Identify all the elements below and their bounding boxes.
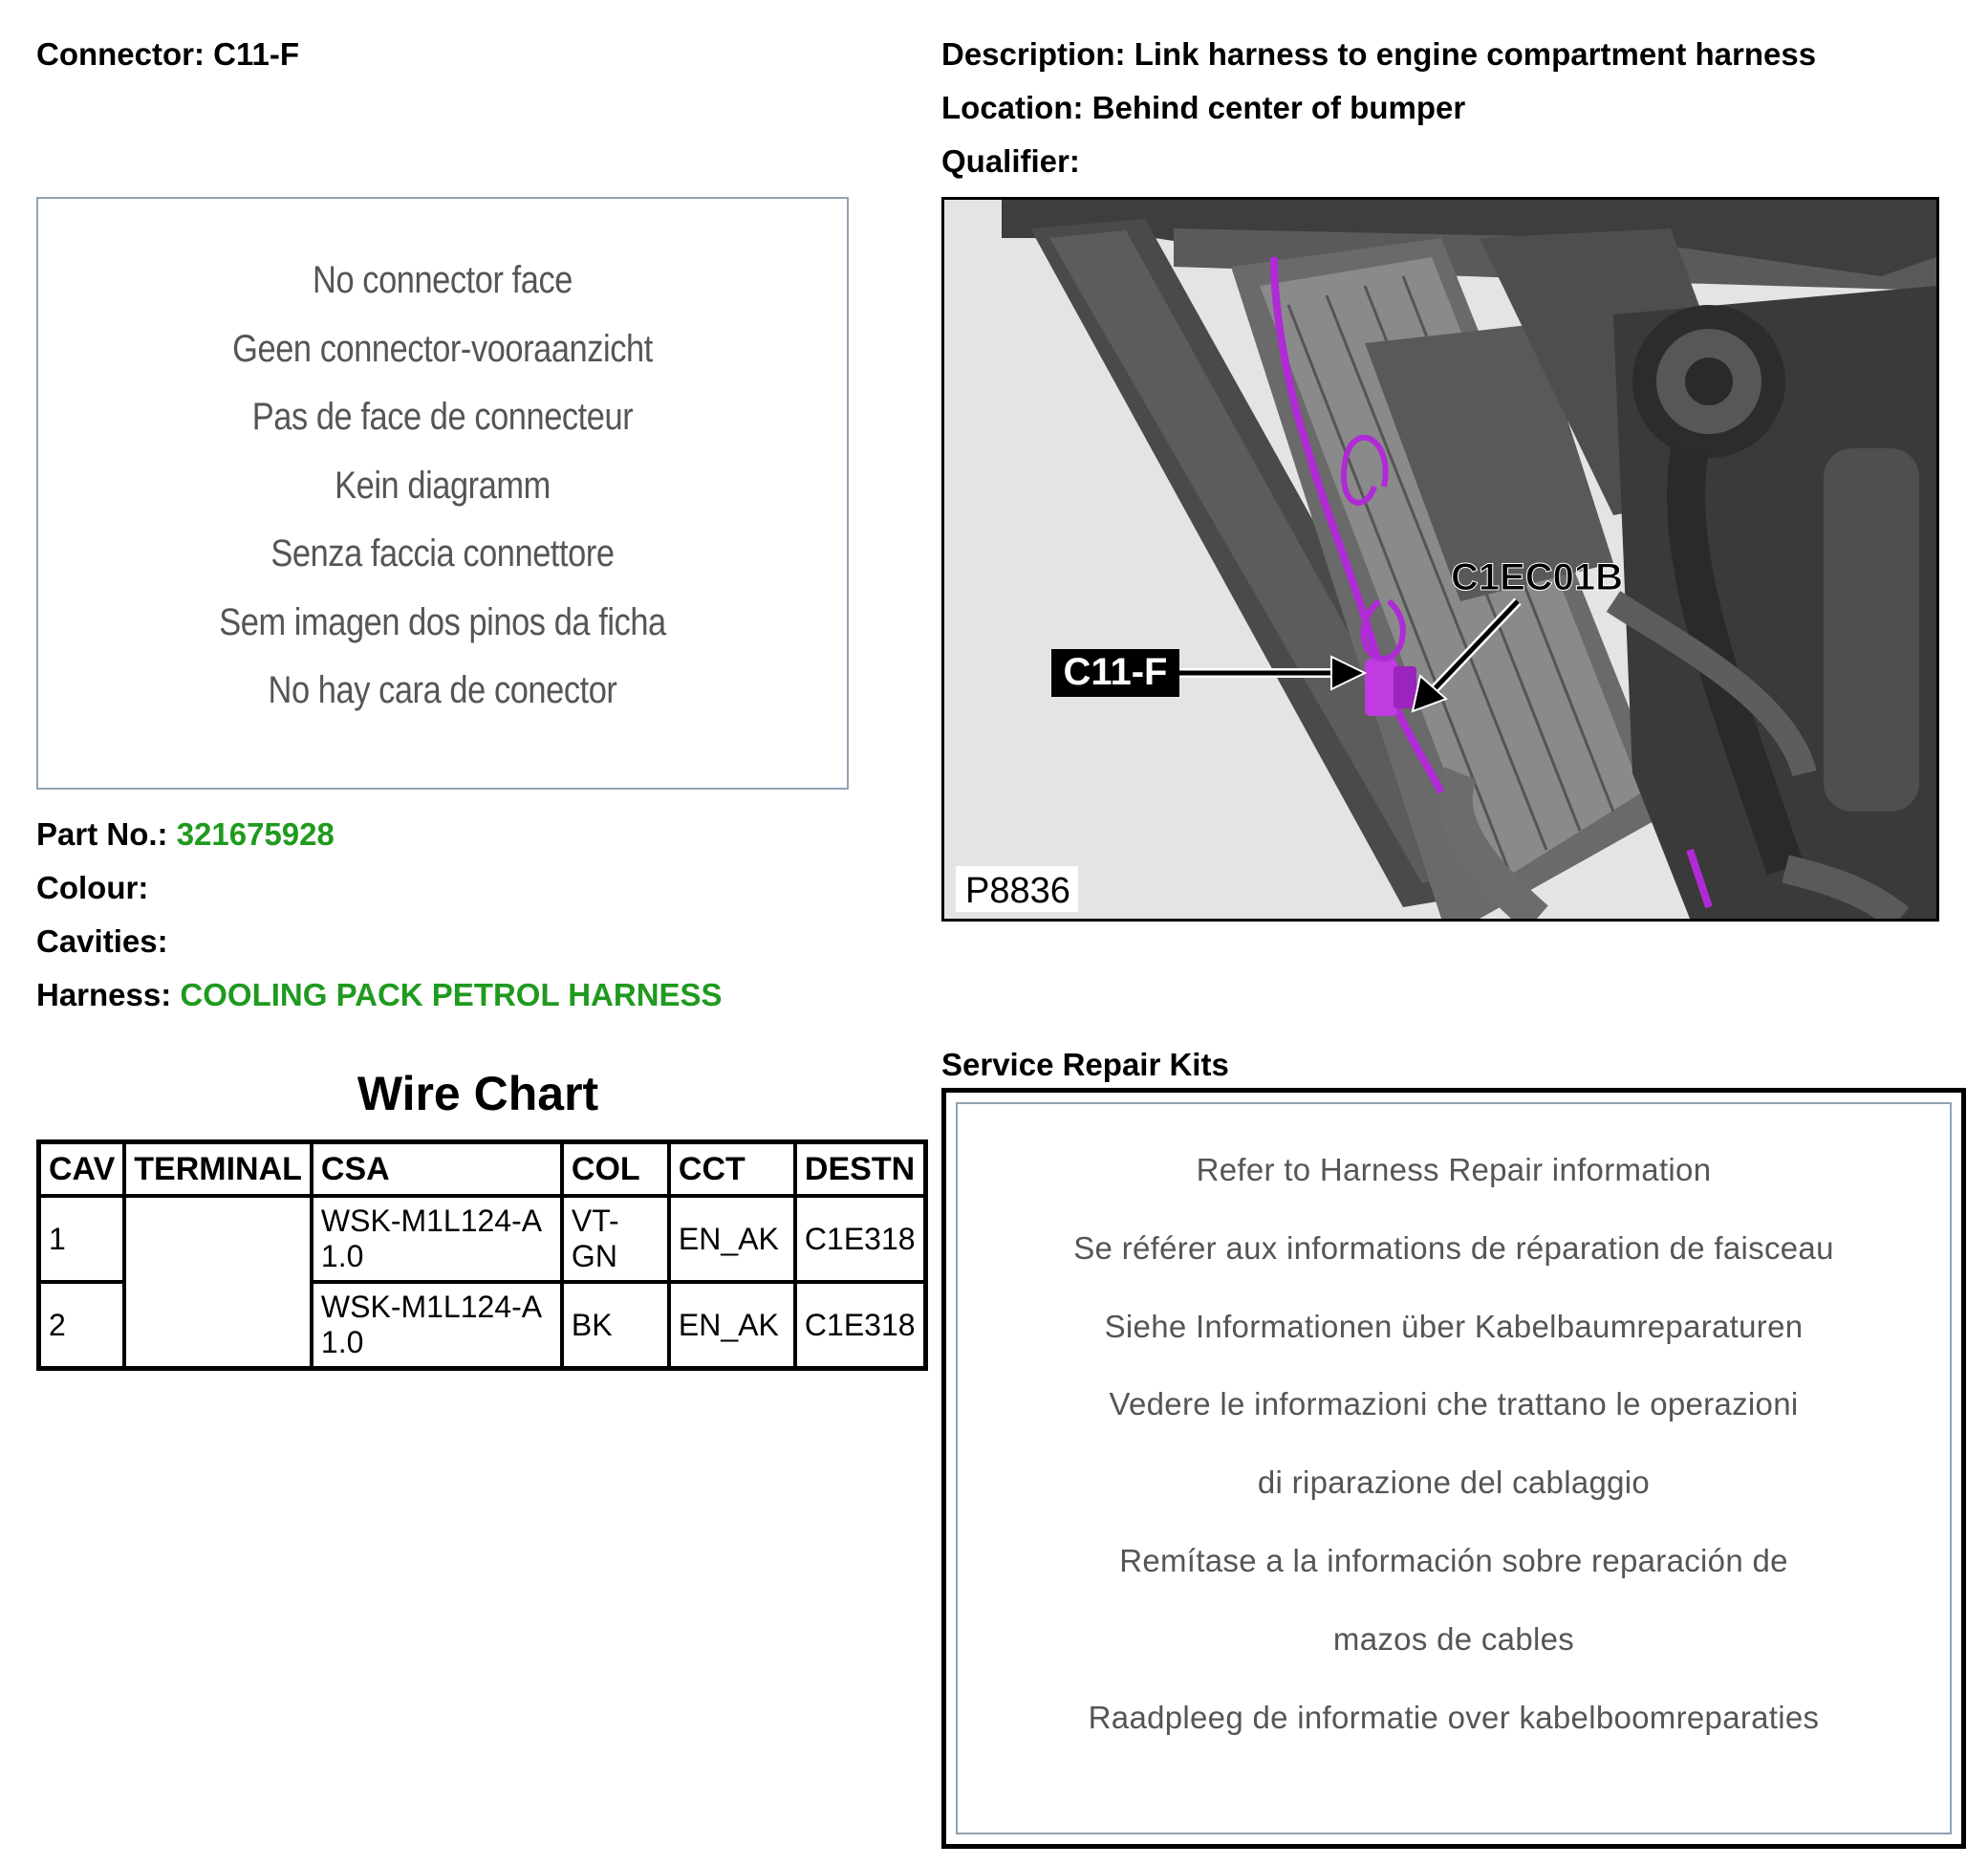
colour-label: Colour:	[36, 870, 149, 905]
connector-value: C11-F	[213, 36, 300, 72]
repair-kit-line: Raadpleeg de informatie over kabelboomreparaties	[1088, 1699, 1820, 1735]
description-label: Description:	[941, 36, 1126, 72]
col-line: VT-	[571, 1204, 619, 1238]
cavities-field	[36, 923, 168, 960]
col-line: BK	[571, 1307, 613, 1342]
cavities-label: Cavities:	[36, 923, 168, 959]
no-face-line: Senza faccia connettore	[270, 532, 615, 575]
cell-col	[562, 1282, 669, 1369]
no-face-line: Pas de face de connecteur	[251, 396, 634, 438]
location-field	[941, 90, 1465, 126]
csa-size: 1.0	[320, 1325, 364, 1359]
part-number-label: Part No.:	[36, 816, 168, 852]
repair-kit-line: mazos de cables	[1332, 1620, 1575, 1657]
no-face-line: No connector face	[313, 259, 573, 301]
wire-chart-table	[36, 1139, 928, 1371]
no-face-line: Kein diagramm	[335, 464, 551, 507]
cell-cct: EN_AK	[669, 1196, 795, 1282]
repair-kits-panel	[941, 1088, 1966, 1849]
connector-field	[36, 36, 299, 73]
qualifier-field	[941, 143, 1080, 180]
table-header-row	[39, 1142, 926, 1197]
repair-kit-line: di riparazione del cablaggio	[1257, 1465, 1651, 1501]
cell-cav: 2	[39, 1282, 125, 1369]
connector-location-image	[941, 197, 1939, 922]
repair-kit-line: Refer to Harness Repair information	[1196, 1152, 1712, 1187]
column-header-cct: CCT	[669, 1142, 795, 1197]
harness-field	[36, 977, 723, 1013]
cell-destn: C1E318	[795, 1196, 926, 1282]
harness-link[interactable]: COOLING PACK PETROL HARNESS	[180, 977, 723, 1012]
cell-csa	[312, 1196, 562, 1282]
image-id-label: P8836	[965, 871, 1070, 911]
callout-c11f: C11-F	[1063, 651, 1168, 693]
location-label: Location:	[941, 90, 1084, 125]
repair-kit-line: Remítase a la información sobre reparación de	[1119, 1542, 1788, 1578]
connector-label: Connector:	[36, 36, 205, 72]
repair-kit-line: Se référer aux informations de réparation de faisceau	[1073, 1229, 1834, 1266]
column-header-cav: CAV	[39, 1142, 125, 1197]
location-value: Behind center of bumper	[1091, 90, 1466, 125]
csa-spec: WSK-M1L124-A	[320, 1204, 543, 1238]
column-header-csa: CSA	[312, 1142, 562, 1197]
no-face-line: Geen connector-vooraanzicht	[232, 327, 653, 370]
cell-destn: C1E318	[795, 1282, 926, 1369]
repair-kits-inner-frame	[956, 1102, 1952, 1834]
cell-cct: EN_AK	[669, 1282, 795, 1369]
repair-kit-line: Vedere le informazioni che trattano le operazioni	[1109, 1386, 1799, 1422]
description-field	[941, 36, 1816, 73]
repair-kits-title: Service Repair Kits	[941, 1047, 1229, 1082]
cell-cav: 1	[39, 1196, 125, 1282]
callout-c1ec01b: C1EC01B	[1450, 556, 1624, 598]
cell-col	[562, 1196, 669, 1282]
no-face-line: No hay cara de conector	[268, 669, 617, 711]
cell-terminal	[124, 1196, 312, 1369]
column-header-terminal: TERMINAL	[124, 1142, 312, 1197]
part-number-link[interactable]: 321675928	[176, 816, 335, 852]
repair-kit-line: Siehe Informationen über Kabelbaumreparaturen	[1104, 1308, 1804, 1344]
colour-field	[36, 870, 148, 906]
col-line: GN	[571, 1239, 617, 1273]
csa-spec: WSK-M1L124-A	[320, 1290, 543, 1324]
no-connector-face-panel	[36, 197, 849, 790]
wire-chart-title: Wire Chart	[357, 1067, 599, 1120]
column-header-destn: DESTN	[795, 1142, 926, 1197]
table-row	[39, 1196, 926, 1282]
no-face-line: Sem imagen dos pinos da ficha	[219, 600, 666, 643]
cell-csa	[312, 1282, 562, 1369]
harness-label: Harness:	[36, 977, 172, 1012]
qualifier-label: Qualifier:	[941, 143, 1080, 179]
csa-size: 1.0	[320, 1239, 364, 1273]
description-value: Link harness to engine compartment harness	[1134, 36, 1817, 72]
column-header-col: COL	[562, 1142, 669, 1197]
part-number-field	[36, 816, 335, 853]
